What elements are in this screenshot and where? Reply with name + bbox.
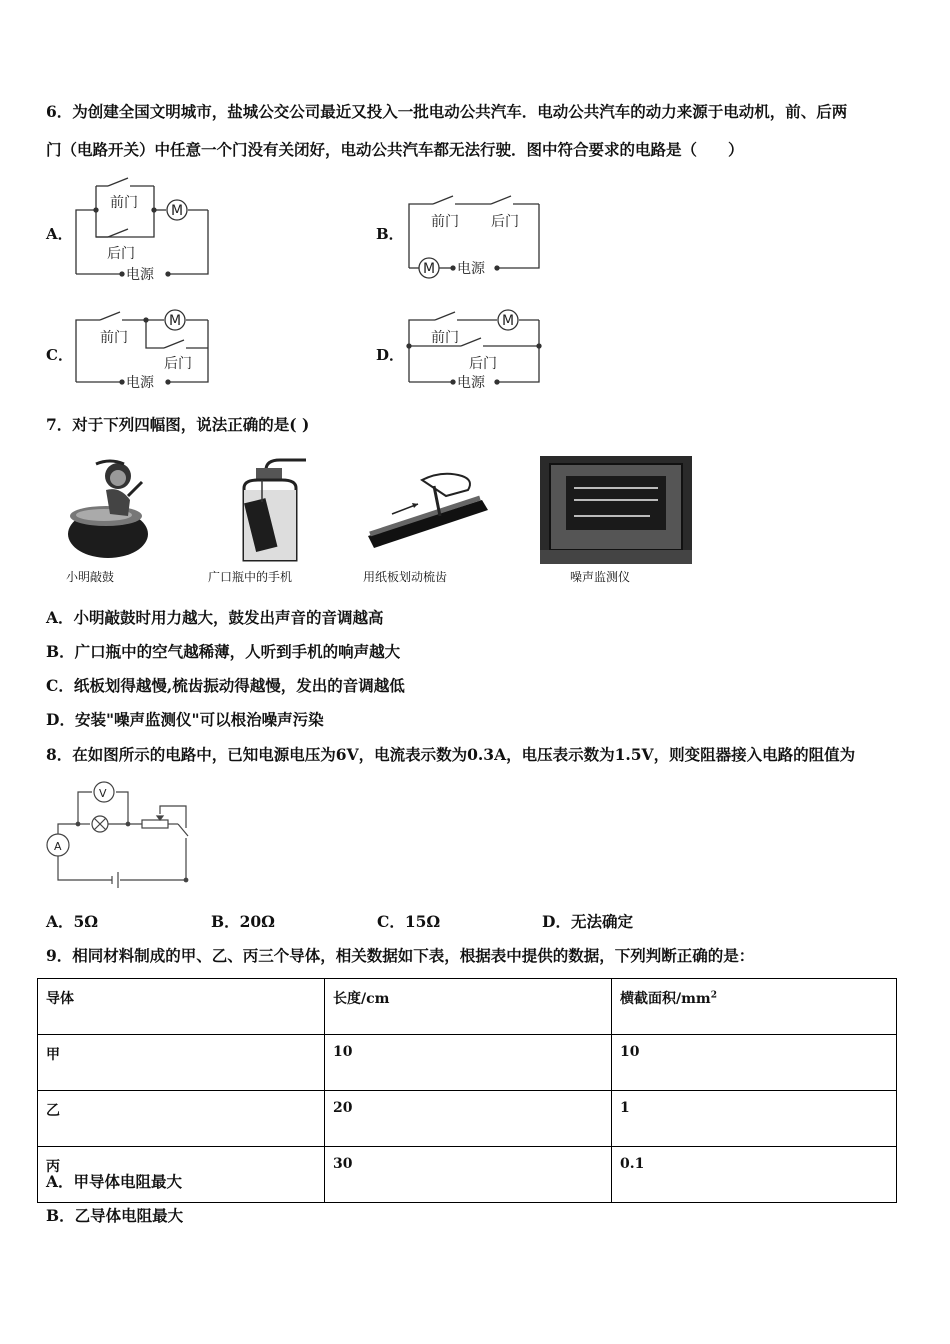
back-door-label: 后门 bbox=[107, 246, 135, 262]
cell-area: 10 bbox=[612, 1035, 897, 1091]
cell-name: 甲 bbox=[38, 1035, 325, 1091]
q9-option-a[interactable]: A．甲导体电阻最大 bbox=[46, 1172, 183, 1191]
q8-circuit-diagram bbox=[44, 778, 204, 894]
conductor-table bbox=[37, 978, 897, 1203]
cell-name: 丙 bbox=[38, 1147, 325, 1203]
circuit-b-diagram[interactable] bbox=[395, 186, 555, 290]
power-label: 电源 bbox=[126, 375, 154, 391]
back-door-label: 后门 bbox=[164, 356, 192, 372]
cell-length: 20 bbox=[325, 1091, 612, 1147]
front-door-label: 前门 bbox=[431, 214, 459, 230]
comb-picture bbox=[362, 456, 492, 560]
power-label: 电源 bbox=[126, 267, 154, 283]
circuit-c-diagram[interactable] bbox=[60, 300, 220, 404]
front-door-label: 前门 bbox=[110, 195, 138, 211]
header-area-sup: 2 bbox=[710, 990, 718, 1001]
motor-label: M bbox=[423, 261, 436, 277]
cell-area: 1 bbox=[612, 1091, 897, 1147]
q9-option-b[interactable]: B．乙导体电阻最大 bbox=[46, 1206, 184, 1225]
circuit-d-diagram[interactable] bbox=[395, 300, 555, 404]
caption-noise-monitor: 噪声监测仪 bbox=[570, 570, 631, 584]
table-row bbox=[38, 1035, 897, 1091]
front-door-label: 前门 bbox=[431, 330, 459, 346]
q7-option-d[interactable]: D．安装"噪声监测仪"可以根治噪声污染 bbox=[46, 710, 324, 729]
circuit-a-diagram[interactable] bbox=[60, 170, 220, 289]
back-door-label: 后门 bbox=[469, 356, 497, 372]
q6-option-b-label[interactable]: B． bbox=[376, 225, 404, 243]
noise-monitor-picture bbox=[540, 456, 692, 568]
q7-option-c[interactable]: C．纸板划得越慢,梳齿振动得越慢，发出的音调越低 bbox=[46, 676, 405, 695]
drum-picture bbox=[58, 456, 153, 570]
q8-option-b[interactable]: B．20Ω bbox=[211, 912, 275, 931]
q8-option-d[interactable]: D．无法确定 bbox=[542, 912, 633, 931]
header-conductor: 导体 bbox=[38, 979, 325, 1035]
q9-stem: 9．相同材料制成的甲、乙、丙三个导体，相关数据如下表，根据表中提供的数据，下列判断正确的是： bbox=[46, 946, 755, 965]
motor-label: M bbox=[169, 313, 182, 329]
cell-name: 乙 bbox=[38, 1091, 325, 1147]
q6-option-c-label[interactable]: C． bbox=[46, 346, 73, 364]
motor-label: M bbox=[502, 313, 515, 329]
front-door-label: 前门 bbox=[100, 330, 128, 346]
cell-length: 10 bbox=[325, 1035, 612, 1091]
q8-option-a[interactable]: A．5Ω bbox=[46, 912, 99, 931]
q6-stem-line1: 6．为创建全国文明城市，盐城公交公司最近又投入一批电动公共汽车．电动公共汽车的动力来源于电动机，前、后两 bbox=[46, 102, 848, 121]
header-area bbox=[612, 979, 897, 1035]
header-length: 长度/cm bbox=[325, 979, 612, 1035]
q6-stem-line2: 门（电路开关）中任意一个门没有关闭好，电动公共汽车都无法行驶．图中符合要求的电路是（ ） bbox=[46, 140, 744, 159]
jar-picture bbox=[226, 456, 321, 570]
cell-length: 30 bbox=[325, 1147, 612, 1203]
q7-stem: 7．对于下列四幅图，说法正确的是( ) bbox=[46, 415, 310, 434]
table-header-row bbox=[38, 979, 897, 1035]
caption-jar: 广口瓶中的手机 bbox=[208, 570, 293, 584]
back-door-label: 后门 bbox=[491, 214, 519, 230]
q8-option-c[interactable]: C．15Ω bbox=[377, 912, 441, 931]
cell-area: 0.1 bbox=[612, 1147, 897, 1203]
q6-option-a-label[interactable]: A． bbox=[46, 225, 73, 243]
q6-option-d-label[interactable]: D． bbox=[376, 346, 405, 364]
motor-label: M bbox=[171, 203, 184, 219]
header-area-text: 横截面积/mm bbox=[620, 991, 711, 1007]
power-label: 电源 bbox=[457, 375, 485, 391]
table-row bbox=[38, 1091, 897, 1147]
ammeter-label: A bbox=[54, 840, 62, 853]
voltmeter-label: V bbox=[99, 787, 107, 800]
caption-drum: 小明敲鼓 bbox=[66, 570, 115, 584]
q7-option-a[interactable]: A．小明敲鼓时用力越大，鼓发出声音的音调越高 bbox=[46, 608, 384, 627]
power-label: 电源 bbox=[457, 261, 485, 277]
q7-option-b[interactable]: B．广口瓶中的空气越稀薄，人听到手机的响声越大 bbox=[46, 642, 401, 661]
caption-comb: 用纸板划动梳齿 bbox=[363, 570, 448, 584]
q8-stem: 8．在如图所示的电路中，已知电源电压为6V，电流表示数为0.3A，电压表示数为1.5V，则变阻器接入电路的阻值为 bbox=[46, 745, 856, 764]
